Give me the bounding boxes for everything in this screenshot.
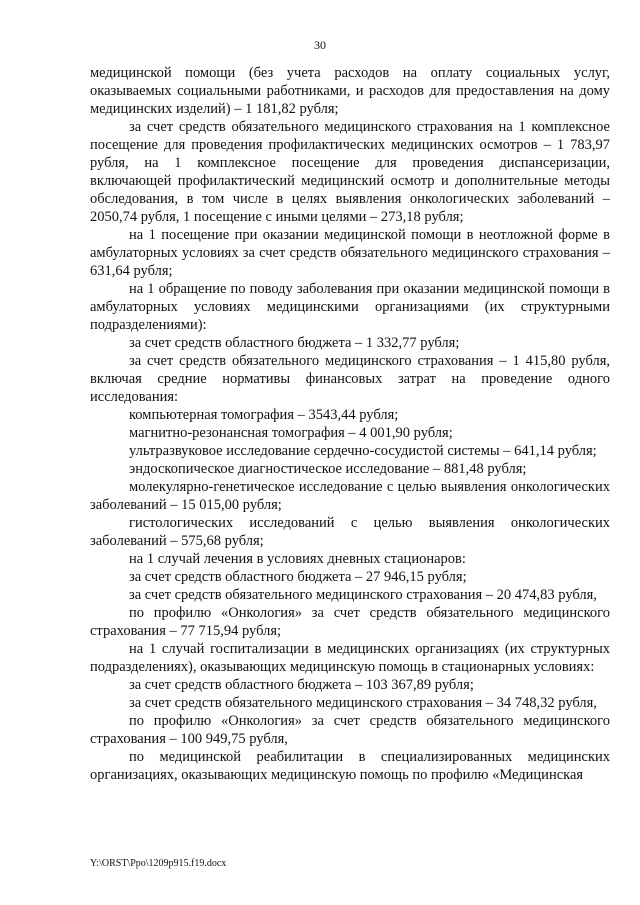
paragraph: по профилю «Онкология» за счет средств обязательного медицинского страхования – 100 949,75 рубля,: [90, 713, 610, 747]
file-path-footer: Y:\ORST\Ppo\1209p915.f19.docx: [90, 858, 227, 869]
paragraph: компьютерная томография – 3543,44 рубля;: [129, 407, 399, 423]
paragraph: молекулярно-генетическое исследование с целью выявления онкологических заболеваний – 15 015,00 рубля;: [90, 479, 610, 513]
paragraph: медицинской помощи (без учета расходов на оплату социальных услуг, оказываемых социальными работниками, и расходов для предоставления на дому медицинских изделий) – 1 181,82 рубля;: [90, 65, 610, 117]
document-body: [90, 64, 610, 784]
paragraph: за счет средств областного бюджета – 27 946,15 рубля;: [129, 569, 467, 585]
paragraph: по медицинской реабилитации в специализированных медицинских организациях, оказывающих медицинскую помощь по профилю «Медицинская: [90, 749, 610, 783]
paragraph: за счет средств областного бюджета – 103 367,89 рубля;: [129, 677, 474, 693]
paragraph: ультразвуковое исследование сердечно-сосудистой системы – 641,14 рубля;: [129, 443, 597, 459]
page-number: 30: [314, 38, 326, 52]
paragraph: на 1 обращение по поводу заболевания при оказании медицинской помощи в амбулаторных условиях медицинскими организациями (их структурными подразделениями):: [90, 281, 610, 333]
paragraph: на 1 посещение при оказании медицинской помощи в неотложной форме в амбулаторных условиях за счет средств обязательного медицинского страхования – 631,64 рубля;: [90, 227, 610, 279]
paragraph: за счет средств обязательного медицинского страхования – 20 474,83 рубля,: [129, 587, 597, 603]
paragraph: за счет средств обязательного медицинского страхования – 34 748,32 рубля,: [129, 695, 597, 711]
paragraph: по профилю «Онкология» за счет средств обязательного медицинского страхования – 77 715,94 рубля;: [90, 605, 610, 639]
paragraph: эндоскопическое диагностическое исследование – 881,48 рубля;: [129, 461, 527, 477]
paragraph: за счет средств обязательного медицинского страхования на 1 комплексное посещение для проведения профилактических медицинских осмотров – 1 783,97 рубля, на 1 комплексное посещение для проведения диспансеризации, включающей профилактический медицинский осмотр и дополнительные методы обследования, в том числе в целях выявления онкологических заболеваний – 2050,74 рубля, 1 посещение с иными целями – 273,18 рубля;: [90, 119, 610, 225]
paragraph: магнитно-резонансная томография – 4 001,90 рубля;: [129, 425, 453, 441]
paragraph: за счет средств обязательного медицинского страхования – 1 415,80 рубля, включая средние нормативы финансовых затрат на проведение одного исследования:: [90, 353, 610, 405]
paragraph: гистологических исследований с целью выявления онкологических заболеваний – 575,68 рубля;: [90, 515, 610, 549]
paragraph: на 1 случай госпитализации в медицинских организациях (их структурных подразделениях), оказывающих медицинскую помощь в стационарных условиях:: [90, 641, 610, 675]
paragraph: на 1 случай лечения в условиях дневных стационаров:: [129, 551, 466, 567]
paragraph: за счет средств областного бюджета – 1 332,77 рубля;: [129, 335, 460, 351]
